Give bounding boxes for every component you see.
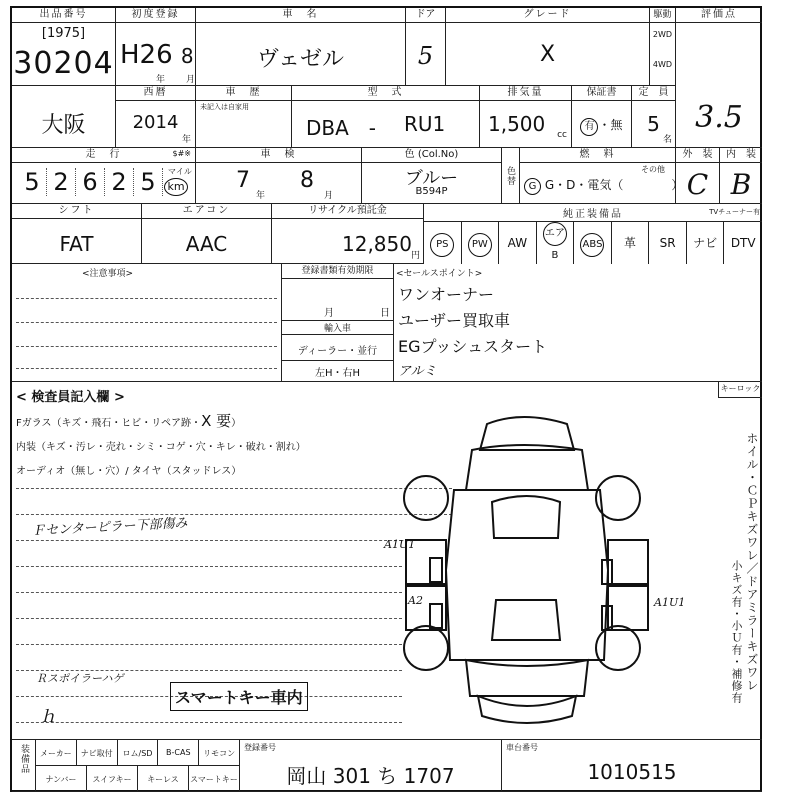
diagram-note-3: A1U1 [654,596,686,609]
footer-item-label: リモコン [203,749,236,758]
import-value: ディーラー・並行 [297,346,378,357]
side-note: ホイル・ＣＰキズワレ／ドアミラーキズワレ [745,432,759,692]
registration-doc-label: 登録書類有効期限 [282,264,393,279]
equipment-label: 革 [624,236,637,250]
mileage-label: 走 行 [12,148,195,163]
fglass-label: Fガラス（キズ・飛石・ヒビ・リペア跡・ [16,418,202,429]
displacement-value: 1,500 [488,112,546,136]
interior-condition: 内装（キズ・汚レ・売れ・シミ・コゲ・穴・キレ・破れ・割れ） [16,442,306,453]
diagram-note-1: A1U1 [384,538,416,551]
exterior-grade: C [686,168,709,201]
color-name: ブルー [404,168,459,189]
sales-label: <セールスポイント> [396,269,483,279]
model-label: 車 名 [196,8,405,23]
shaken-tsuki: 月 [324,191,334,201]
footer-item-label: スイフキー [92,775,132,784]
equipment-header [424,204,762,222]
car-diagram [392,410,652,736]
evaluation-score: 3.5 [695,100,743,135]
color-code: B594P [415,186,448,197]
sales-point-4: アルミ [398,364,437,379]
footer-item-label: B-CAS [166,748,191,757]
fglass-end: ） [231,418,242,429]
mileage-cell [12,148,196,204]
footer-item-label: メーカー [39,749,72,758]
exterior-cell [676,148,720,204]
equipment-label: AW [507,236,528,250]
mileage-digit: 2 [47,168,76,196]
footer-item [87,766,138,792]
cc-unit: cc [557,130,567,140]
lot-number-small: [1975] [41,26,86,41]
fuel-label: 燃 料 [520,148,675,163]
fuel-other: その他 [641,165,665,174]
evaluation-cell [676,8,762,148]
year-unit: 年 [181,135,191,145]
caution-label: <注意事項> [82,269,134,279]
km-unit: km [164,178,188,196]
handwritten-note-1: Ｆセンターピラー下部傷み [31,515,188,540]
model-cell [196,8,406,86]
fuel-cell [520,148,684,204]
shaken-cell [196,148,362,204]
import-label: 輸入車 [323,324,351,334]
color-cell [362,148,502,204]
footer-equip-label: 装備品 [19,744,29,774]
mileage-digit: 6 [76,168,105,196]
chassis-cell [292,86,480,148]
interior-grade: B [730,168,752,201]
drive-cell [650,8,676,86]
handle-left: 左H [314,368,333,379]
mileage-digit: 5 [134,168,163,196]
handle-value [282,364,393,379]
area-cell [12,86,116,148]
reg-day: 日 [380,308,390,319]
plate-cell [240,740,502,792]
fglass-x: X 要 [201,412,232,430]
footer-equip-heading [12,740,36,792]
handwritten-note-2: Ｒスポイラーハゲ [36,672,124,685]
color-change-label: 色替 [505,166,515,186]
inspector-area [12,382,762,740]
vin-number: 1010515 [587,760,677,784]
key-lock-cell [718,382,762,398]
equipment-item [424,222,462,264]
shift-cell [12,204,142,264]
chassis-code: RU1 [404,112,446,136]
aircon-value: AAC [185,232,228,256]
smart-key-stamp: スマートキー車内 [170,682,308,711]
warranty-yes: 有 [580,118,598,136]
fglass-line [16,410,241,431]
equipment-item [462,222,500,264]
equipment-item [612,222,650,264]
registration-month: 8 [180,44,194,68]
color-change-cell [502,148,520,204]
plate-number: 岡山 301 ち 1707 [286,764,455,788]
interior-label: 内 装 [720,148,762,163]
mileage-digits [18,168,163,196]
door-label: ドア [406,8,445,23]
history-label: 車 歴 [196,86,291,101]
equipment-item [499,222,537,264]
equipment-label: SR [659,236,676,250]
equipment-label: 純正装備品 [563,209,623,220]
footer-item-label: ナンバー [45,775,77,784]
interior-cell [720,148,762,204]
recycle-cell [272,204,424,264]
footer-item-label: ナビ取付 [80,749,113,758]
handwritten-note-3: ｈ [40,707,57,726]
footer-item-label: スマートキー [190,775,238,784]
chassis-label: 型 式 [292,86,479,101]
fuel-options: G G・D・電気（ ） [524,176,683,195]
evaluation-label: 評価点 [676,8,762,23]
grade-value: X [539,42,556,67]
door-cell [406,8,446,86]
type-code: DBA - [306,116,377,140]
footer-item-label: キーレス [147,775,179,784]
door-count: 5 [417,42,434,70]
sales-point-2: ユーザー買取車 [398,311,511,330]
vin-cell [502,740,762,792]
tsuki-unit: 月 [186,75,196,85]
model-year: 2014 [132,112,179,133]
shaken-nen: 年 [256,191,266,201]
reg-month: 月 [324,308,334,319]
tuner-label: TVチューナー有 [709,208,760,216]
warranty-value [572,116,631,136]
sales-point-1: ワンオーナー [398,285,495,304]
audio-tire: オーディオ（無し・穴）/ タイヤ（スタッドレス） [16,466,242,477]
exterior-label: 外 装 [676,148,719,163]
vin-label: 車台番号 [506,743,538,752]
footer-item [77,740,118,766]
year-label: 西暦 [116,86,195,101]
yen-unit: 円 [410,251,420,261]
footer-item-label: ロム/SD [122,749,153,758]
aircon-label: エアコン [142,204,271,219]
displacement-cell [480,86,572,148]
warranty-label: 保証書 [572,86,631,101]
recycle-amount: 12,850 [342,232,412,256]
handle-right: 右H [342,368,361,379]
mile-unit: マイル [168,167,192,176]
aircon-cell [142,204,272,264]
footer-item [118,740,159,766]
displacement-label: 排気量 [480,86,571,101]
plate-label: 登録番号 [244,743,276,752]
equipment-item [649,222,687,264]
shaken-label: 車 検 [196,148,361,163]
recycle-label: リサイクル預託金 [272,204,423,219]
registration-doc-cell [282,264,394,382]
equipment-label: PW [468,233,492,257]
footer-item [158,740,199,766]
equipment-item [724,222,762,264]
inspector-title: < 検査員記入欄 > [16,390,125,405]
capacity-unit: 名 [662,135,672,145]
shift-label: シフト [12,204,141,219]
footer-item [199,740,240,766]
mileage-digit: 2 [105,168,134,196]
equipment-label: PS [430,233,454,257]
footer-item [36,766,87,792]
warranty-sep: ・ [598,118,611,132]
first-registration-value [120,40,195,70]
shaken-year: 7 [236,168,250,193]
equipment-label: DTV [730,236,756,250]
equipment-item [537,222,575,264]
lot-number: 30204 [13,46,114,81]
equipment-label: ナビ [693,236,718,250]
footer-item [138,766,189,792]
capacity-cell [632,86,676,148]
diagram-note-2: A2 [408,594,423,607]
grade-label: グレード [446,8,649,23]
history-note: 未記入は自家用 [200,103,249,111]
equipment-label: エアB [543,222,567,246]
warranty-no: 無 [610,118,623,132]
footer-item [36,740,77,766]
capacity-value: 5 [647,112,660,136]
first-registration-cell [116,8,196,86]
equipment-item [574,222,612,264]
side-note-2: 小キズ有・小Ｕ有・補修有 [730,560,743,704]
caution-cell [12,264,282,382]
model-name: ヴェゼル [256,47,345,72]
lot-number-label: 出品番号 [12,8,115,23]
equipment-item [687,222,725,264]
key-lock-label: キーロック [720,384,761,393]
sales-point-3: EGプッシュスタート [398,337,548,356]
registration-era: H26 [120,40,173,70]
drive-4wd: 4WD [652,60,673,69]
mileage-digit: 5 [18,168,47,196]
nen-unit: 年 [156,75,166,85]
fuel-gasoline: G [524,178,541,195]
shift-value: FAT [59,232,94,256]
warranty-cell [572,86,632,148]
fuel-option-list: G・D・電気 [544,178,612,192]
handle-sep: ・ [332,368,343,379]
capacity-label: 定 員 [632,86,675,101]
first-registration-label: 初度登録 [116,8,195,23]
mileage-unit-label: $#※ [172,149,191,158]
sales-point-cell [394,264,762,382]
drive-2wd: 2WD [652,30,673,39]
year-cell [116,86,196,148]
grade-cell [446,8,650,86]
color-label: 色 (Col.No) [362,148,501,163]
footer-item [189,766,240,792]
history-cell [196,86,292,148]
auction-sheet [10,6,762,792]
equipment-label: ABS [580,233,604,257]
drive-label: 駆動 [650,8,675,23]
area-name: 大阪 [41,113,86,138]
shaken-month: 8 [300,168,314,193]
lot-number-cell [12,8,116,86]
